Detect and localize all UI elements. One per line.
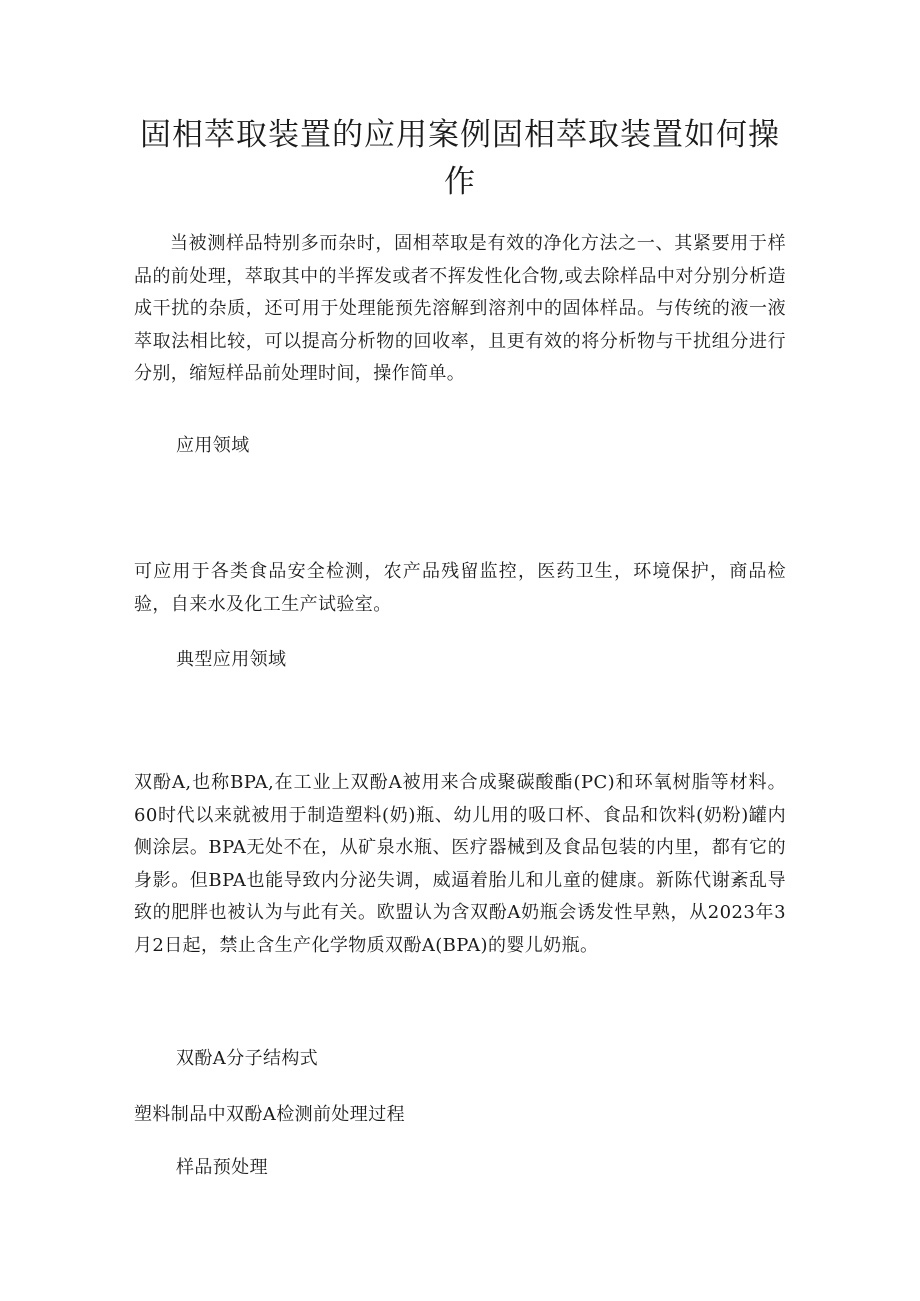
- heading-pretreatment-process: 塑料制品中双酚A检测前处理过程: [134, 1104, 405, 1125]
- applications-paragraph: 可应用于各类食品安全检测，农产品残留监控，医药卫生，环境保护，商品检验，自来水及化工生产试验室。: [134, 561, 786, 615]
- bpa-paragraph: 双酚A,也称BPA,在工业上双酚A被用来合成聚碳酸酯(PC)和环氧树脂等材料。60时代以来就被用于制造塑料(奶)瓶、幼儿用的吸口杯、食品和饮料(奶粉)罐内侧涂层。BPA无处不在，从矿泉水瓶、医疗器械到及食品包装的内里，都有它的身影。但BPA也能导致内分泌失调，威逼着胎儿和儿童的健康。新陈代谢紊乱导致的肥胖也被认为与此有关。欧盟认为含双酚A奶瓶会诱发性早熟，从2023年3月2日起，禁止含生产化学物质双酚A(BPA)的婴儿奶瓶。: [134, 772, 786, 956]
- heading-sample-pretreatment: 样品预处理: [176, 1157, 268, 1178]
- document-title: 固相萃取装置的应用案例固相萃取装置如何操作: [140, 117, 780, 200]
- intro-paragraph: 当被测样品特别多而杂时，固相萃取是有效的净化方法之一、其紧要用于样品的前处理，萃取其中的半挥发或者不挥发性化合物,或去除样品中对分别分析造成干扰的杂质，还可用于处理能预先溶解到溶剂中的固体样品。与传统的液一液萃取法相比较，可以提高分析物的回收率，且更有效的将分析物与干扰组分进行分别，缩短样品前处理时间，操作简单。: [134, 233, 786, 384]
- heading-typical-applications: 典型应用领域: [176, 649, 287, 670]
- heading-molecular-structure: 双酚A分子结构式: [176, 1048, 319, 1069]
- heading-applications: 应用领域: [176, 435, 250, 456]
